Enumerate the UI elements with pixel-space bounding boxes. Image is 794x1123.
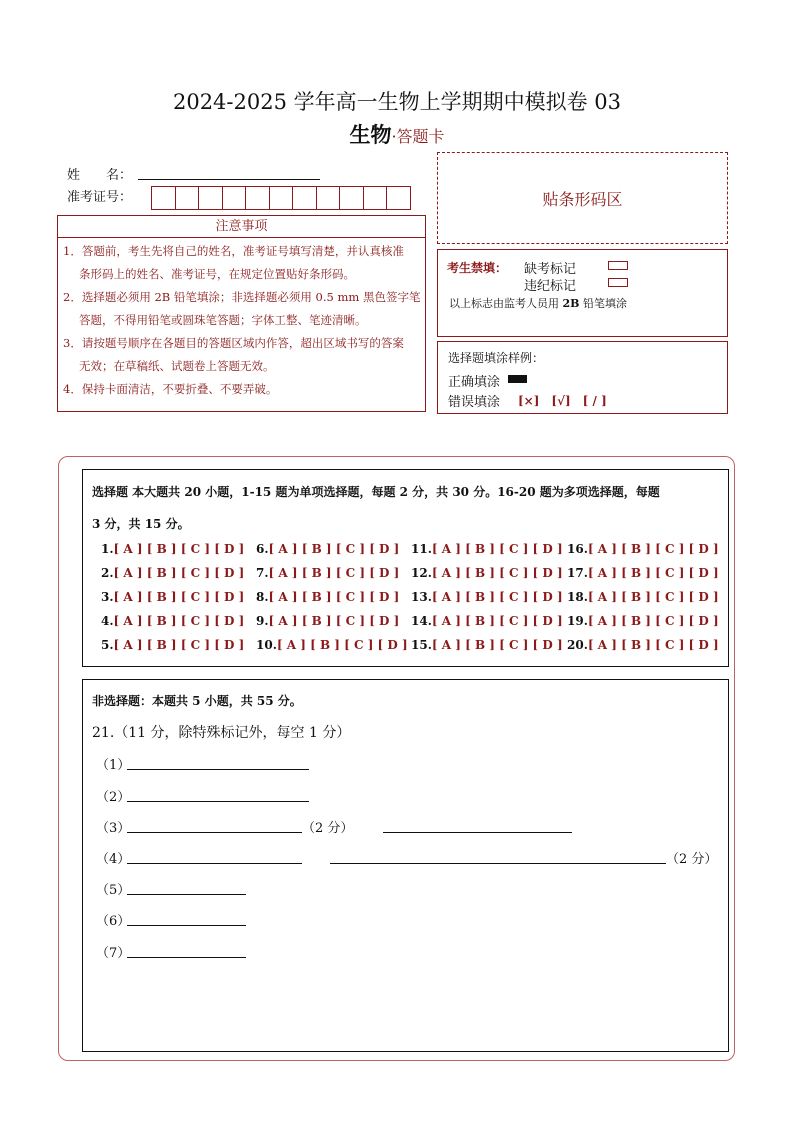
violation-mark-label: 违纪标记 xyxy=(524,279,577,294)
mc-question-number: 7. xyxy=(256,566,269,580)
q21-sub-7-label: （7） xyxy=(96,946,131,961)
mc-answer-options[interactable]: [ A ] [ B ] [ C ] [ D ] xyxy=(113,614,245,628)
q21-sub-4-answer-b[interactable] xyxy=(330,863,666,864)
exam-id-digit-box[interactable] xyxy=(363,186,388,210)
exam-id-digit-box[interactable] xyxy=(245,186,270,210)
mc-question-9 xyxy=(256,614,399,628)
mc-question-15 xyxy=(411,638,563,652)
mc-answer-options[interactable]: [ A ] [ B ] [ C ] [ D ] xyxy=(587,590,719,604)
mc-question-8 xyxy=(256,590,399,604)
correct-fill-label: 正确填涂 xyxy=(448,375,501,390)
mc-answer-options[interactable]: [ A ] [ B ] [ C ] [ D ] xyxy=(268,566,400,580)
wrong-fill-label: 错误填涂 xyxy=(448,395,501,410)
exam-id-digit-box[interactable] xyxy=(292,186,317,210)
mc-question-number: 20. xyxy=(567,638,588,652)
q21-sub-5-label: （5） xyxy=(96,883,131,898)
mc-question-6 xyxy=(256,542,399,556)
subject-title xyxy=(0,119,794,149)
mc-answer-options[interactable]: [ A ] [ B ] [ C ] [ D ] xyxy=(431,638,563,652)
proctor-only-label: 考生禁填： xyxy=(447,261,508,275)
mc-question-16 xyxy=(567,542,719,556)
mc-question-18 xyxy=(567,590,719,604)
mc-answer-options[interactable]: [ A ] [ B ] [ C ] [ D ] xyxy=(113,542,245,556)
q21-sub-1-answer[interactable] xyxy=(127,769,309,770)
mc-question-19 xyxy=(567,614,719,628)
notice-item: 无效；在草稿纸、试题卷上答题无效。 xyxy=(79,359,275,373)
notice-box xyxy=(57,215,426,412)
mc-question-7 xyxy=(256,566,399,580)
absent-mark-label: 缺考标记 xyxy=(524,262,577,277)
mc-answer-options[interactable]: [ A ] [ B ] [ C ] [ D ] xyxy=(113,638,245,652)
mc-question-number: 14. xyxy=(411,614,432,628)
mc-answer-options[interactable]: [ A ] [ B ] [ C ] [ D ] xyxy=(113,590,245,604)
proctor-only-box xyxy=(437,249,728,337)
mc-question-number: 15. xyxy=(411,638,432,652)
absent-mark-box[interactable] xyxy=(608,261,628,270)
notice-item: 4．保持卡面清洁，不要折叠、不要弄破。 xyxy=(63,382,278,396)
mc-answer-options[interactable]: [ A ] [ B ] [ C ] [ D ] xyxy=(431,614,563,628)
mc-question-1 xyxy=(101,542,244,556)
mc-answer-options[interactable]: [ A ] [ B ] [ C ] [ D ] xyxy=(268,590,400,604)
mc-answer-options[interactable]: [ A ] [ B ] [ C ] [ D ] xyxy=(587,542,719,556)
mc-question-number: 19. xyxy=(567,614,588,628)
q21-sub-5-answer[interactable] xyxy=(127,894,246,895)
mc-answer-options[interactable]: [ A ] [ B ] [ C ] [ D ] xyxy=(268,614,400,628)
q21-sub-3-answer-b[interactable] xyxy=(383,832,572,833)
mc-question-17 xyxy=(567,566,719,580)
violation-mark-box[interactable] xyxy=(608,278,628,287)
mc-question-number: 16. xyxy=(567,542,588,556)
mc-question-14 xyxy=(411,614,563,628)
mc-question-3 xyxy=(101,590,244,604)
mc-answer-options[interactable]: [ A ] [ B ] [ C ] [ D ] xyxy=(113,566,245,580)
notice-item: 答题，不得用铅笔或圆珠笔答题；字体工整、笔迹清晰。 xyxy=(79,313,367,327)
mc-question-20 xyxy=(567,638,719,652)
mc-question-5 xyxy=(101,638,244,652)
mc-intro-cont: 3 分，共 15 分。 xyxy=(92,517,190,531)
mc-question-11 xyxy=(411,542,563,556)
exam-id-digit-box[interactable] xyxy=(151,186,176,210)
mc-question-number: 8. xyxy=(256,590,269,604)
answer-sheet-label: ·答题卡 xyxy=(391,127,445,146)
q21-sub-6-label: （6） xyxy=(96,914,131,929)
mc-question-number: 1. xyxy=(101,542,114,556)
mc-answer-options[interactable]: [ A ] [ B ] [ C ] [ D ] xyxy=(276,638,408,652)
mc-question-number: 10. xyxy=(256,638,277,652)
mc-answer-options[interactable]: [ A ] [ B ] [ C ] [ D ] xyxy=(268,542,400,556)
notice-item: 3．请按题号顺序在各题目的答题区域内作答，超出区域书写的答案 xyxy=(63,336,404,350)
non-mc-intro: 非选择题：本题共 5 小题，共 55 分。 xyxy=(92,694,302,708)
mc-question-13 xyxy=(411,590,563,604)
mc-answer-options[interactable]: [ A ] [ B ] [ C ] [ D ] xyxy=(587,614,719,628)
exam-id-digit-box[interactable] xyxy=(386,186,411,210)
mc-question-number: 4. xyxy=(101,614,114,628)
q21-sub-2-label: （2） xyxy=(96,790,131,805)
exam-id-label: 准考证号： xyxy=(67,190,133,205)
q21-sub-7-answer[interactable] xyxy=(127,957,246,958)
notice-item: 2．选择题必须用 2B 铅笔填涂；非选择题必须用 0.5 mm 黑色签字笔 xyxy=(63,290,421,304)
mc-answer-options[interactable]: [ A ] [ B ] [ C ] [ D ] xyxy=(431,542,563,556)
mc-question-number: 9. xyxy=(256,614,269,628)
mc-question-10 xyxy=(256,638,408,652)
exam-id-digit-box[interactable] xyxy=(175,186,200,210)
mc-question-number: 11. xyxy=(411,542,432,556)
q21-sub-3-points: （2 分） xyxy=(302,821,354,836)
mc-intro: 选择题 本大题共 20 小题，1-15 题为单项选择题，每题 2 分，共 30 分。16-20 题为多项选择题，每题 xyxy=(92,485,660,499)
q21-sub-4-answer-a[interactable] xyxy=(127,863,302,864)
exam-id-digit-box[interactable] xyxy=(198,186,223,210)
q21-title: 21.（11 分，除特殊标记外，每空 1 分） xyxy=(92,725,351,741)
mc-question-number: 3. xyxy=(101,590,114,604)
wrong-fill-marks: [×] [√] [ / ] xyxy=(518,394,607,408)
exam-id-digit-box[interactable] xyxy=(339,186,364,210)
q21-sub-3-label: （3） xyxy=(96,821,131,836)
exam-id-digit-box[interactable] xyxy=(222,186,247,210)
q21-sub-2-answer[interactable] xyxy=(127,801,309,802)
subject-name: 生物 xyxy=(349,122,392,147)
q21-sub-4-label: （4） xyxy=(96,852,131,867)
exam-id-digit-box[interactable] xyxy=(316,186,341,210)
mc-question-12 xyxy=(411,566,563,580)
notice-heading: 注意事项 xyxy=(58,216,425,238)
fill-sample-box xyxy=(437,341,728,414)
name-field[interactable] xyxy=(138,179,320,180)
exam-id-digit-box[interactable] xyxy=(269,186,294,210)
mc-question-number: 6. xyxy=(256,542,269,556)
mc-question-2 xyxy=(101,566,244,580)
q21-sub-4-points: （2 分） xyxy=(666,852,718,867)
mc-question-number: 12. xyxy=(411,566,432,580)
mc-answer-options[interactable]: [ A ] [ B ] [ C ] [ D ] xyxy=(587,566,719,580)
exam-title: 2024-2025 学年高一生物上学期期中模拟卷 03 xyxy=(172,90,622,114)
mc-question-number: 5. xyxy=(101,638,114,652)
mc-question-number: 18. xyxy=(567,590,588,604)
mc-question-4 xyxy=(101,614,244,628)
mc-answer-options[interactable]: [ A ] [ B ] [ C ] [ D ] xyxy=(431,590,563,604)
barcode-area: 贴条形码区 xyxy=(437,152,728,244)
mc-question-number: 17. xyxy=(567,566,588,580)
q21-sub-3-answer-a[interactable] xyxy=(127,832,302,833)
fill-sample-heading: 选择题填涂样例： xyxy=(448,351,545,365)
correct-fill-mark xyxy=(508,375,527,383)
mc-question-number: 2. xyxy=(101,566,114,580)
name-label: 姓 名： xyxy=(67,168,133,183)
notice-item: 条形码上的姓名、准考证号，在规定位置贴好条形码。 xyxy=(79,267,355,281)
notice-item: 1．答题前，考生先将自己的姓名，准考证号填写清楚，并认真核准 xyxy=(63,244,404,258)
mc-answer-options[interactable]: [ A ] [ B ] [ C ] [ D ] xyxy=(431,566,563,580)
exam-id-boxes[interactable] xyxy=(152,186,411,210)
mc-answer-options[interactable]: [ A ] [ B ] [ C ] [ D ] xyxy=(587,638,719,652)
proctor-note: 以上标志由监考人员用 2B 铅笔填涂 xyxy=(449,297,627,310)
q21-sub-6-answer[interactable] xyxy=(127,925,246,926)
q21-sub-1-label: （1） xyxy=(96,758,131,773)
mc-question-number: 13. xyxy=(411,590,432,604)
